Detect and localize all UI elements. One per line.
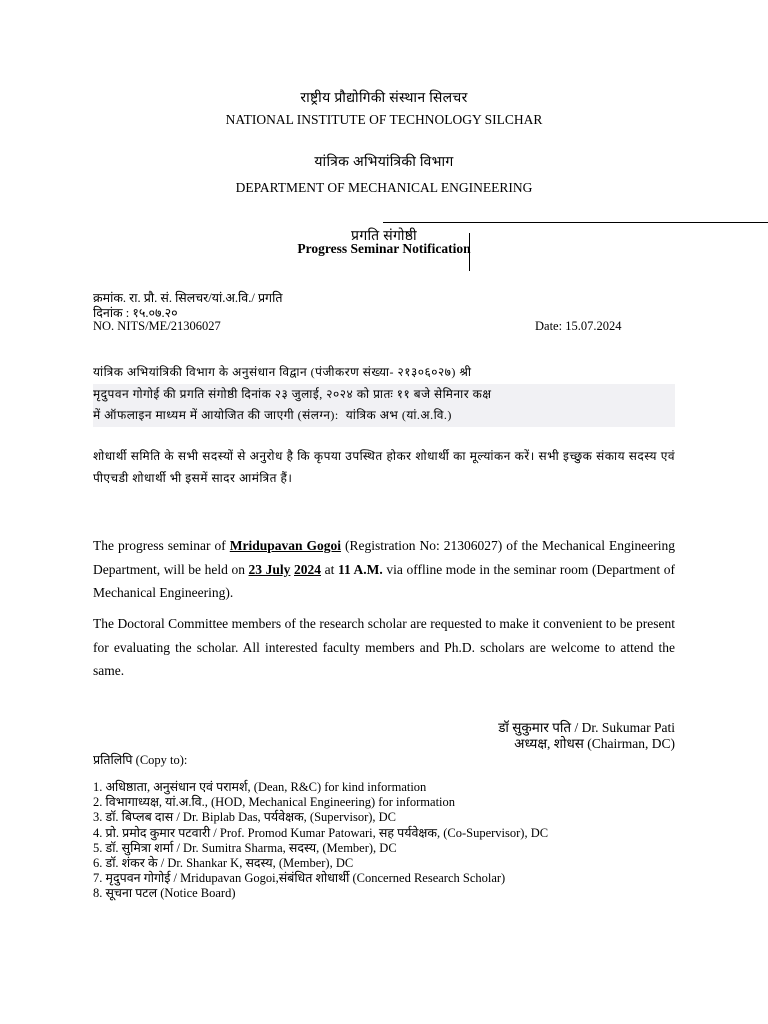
notice-title-hindi: प्रगति संगोष्ठी [351,229,417,244]
reference-date: Date: 15.07.2024 [535,319,622,333]
horizontal-rule [383,222,768,223]
notice-title-english: Progress Seminar Notification [297,241,471,256]
copy-to-item: 3. डॉ. बिप्लब दास / Dr. Biplab Das, पर्यवेक्षक, (Supervisor), DC [93,810,397,825]
copy-to-item: 4. प्रो. प्रमोद कुमार पटवारी / Prof. Promod Kumar Patowari, सह पर्यवेक्षक, (Co-Supervisor), DC [93,825,549,840]
institute-name-hindi: राष्ट्रीय प्रौद्योगिकी संस्थान सिलचर [300,91,468,106]
signatory-designation: अध्यक्ष, शोधस (Chairman, DC) [514,736,675,751]
registration-text: (Registration No: 21306027) of the Mechanical Engineering Department, will be held on [93,538,675,577]
hindi-paragraph-1-line-1: यांत्रिक अभियांत्रिकी विभाग के अनुसंधान विद्वान (पंजीकरण संख्या- २१३०६०२७) श्री [93,365,472,379]
scholar-name: Mridupavan Gogoi [229,538,342,553]
english-paragraph-1 [93,534,675,605]
institute-name-english: NATIONAL INSTITUTE OF TECHNOLOGY SILCHAR [225,112,543,127]
seminar-intro-text: The progress seminar of [93,538,226,553]
seminar-time: 11 A.M. [337,561,383,577]
department-name-english: DEPARTMENT OF MECHANICAL ENGINEERING [235,180,533,195]
hindi-paragraph-2: शोधार्थी समिति के सभी सदस्यों से अनुरोध है कि कृपया उपस्थित होकर शोधार्थी का मूल्यांकन करें। सभी इच्छुक संकाय सदस्य एवं पीएचडी शोधार्थी भी इसमें सादर आमंत्रित हैं। [93,449,675,485]
reference-date-hindi: दिनांक : १५.०७.२० [93,306,178,320]
copy-to-item: 5. डॉ. सुमित्रा शर्मा / Dr. Sumitra Sharma, सदस्य, (Member), DC [93,840,397,855]
english-paragraph-2: The Doctoral Committee members of the research scholar are requested to make it convenient to be present for evaluating the scholar. All interested faculty members and Ph.D. scholars are welcome to attend the same. [93,616,675,678]
seminar-date-year: 2024 [294,561,321,577]
reference-number-hindi: क्रमांक. रा. प्रौ. सं. सिलचर/यां.अ.वि./ प्रगति [93,291,283,305]
hindi-paragraph-1-line-3-tail: यांत्रिक अभ (यां.अ.वि.) [345,408,452,422]
hindi-paragraph-1-line-2: मृदुपवन गोगोई की प्रगति संगोष्ठी दिनांक २३ जुलाई, २०२४ को प्रातः ११ बजे सेमिनार कक्ष [93,384,675,406]
copy-to-item: 8. सूचना पटल (Notice Board) [93,886,236,901]
hindi-paragraph-1 [93,362,675,427]
copy-to-item: 6. डॉ. शंकर के / Dr. Shankar K, सदस्य, (Member), DC [93,856,354,871]
reference-number: NO. NITS/ME/21306027 [93,319,221,333]
copy-to-item: 2. विभागाध्यक्ष, यां.अ.वि., (HOD, Mechanical Engineering) for information [93,795,456,810]
copy-to-list [93,780,548,902]
seminar-venue-text: via offline mode in the seminar room (Department of Mechanical Engineering). [93,561,676,600]
at-text: at [324,561,335,577]
signatory-name: डॉ सुकुमार पति / Dr. Sukumar Pati [498,720,675,735]
seminar-date-day: 23 July [248,561,291,577]
copy-to-label: प्रतिलिपि (Copy to): [93,753,188,767]
hindi-paragraph-1-line-3-text: में ऑफलाइन माध्यम में आयोजित की जाएगी (संलग्न): [93,408,339,422]
department-name-hindi: यांत्रिक अभियांत्रिकी विभाग [314,155,454,170]
hindi-paragraph-1-line-3 [93,405,675,427]
copy-to-item: 1. अधिष्ठाता, अनुसंधान एवं परामर्श, (Dean, R&C) for kind information [93,780,427,794]
copy-to-item: 7. मृदुपवन गोगोई / Mridupavan Gogoi,संबंधित शोधार्थी (Concerned Research Scholar) [93,871,506,886]
